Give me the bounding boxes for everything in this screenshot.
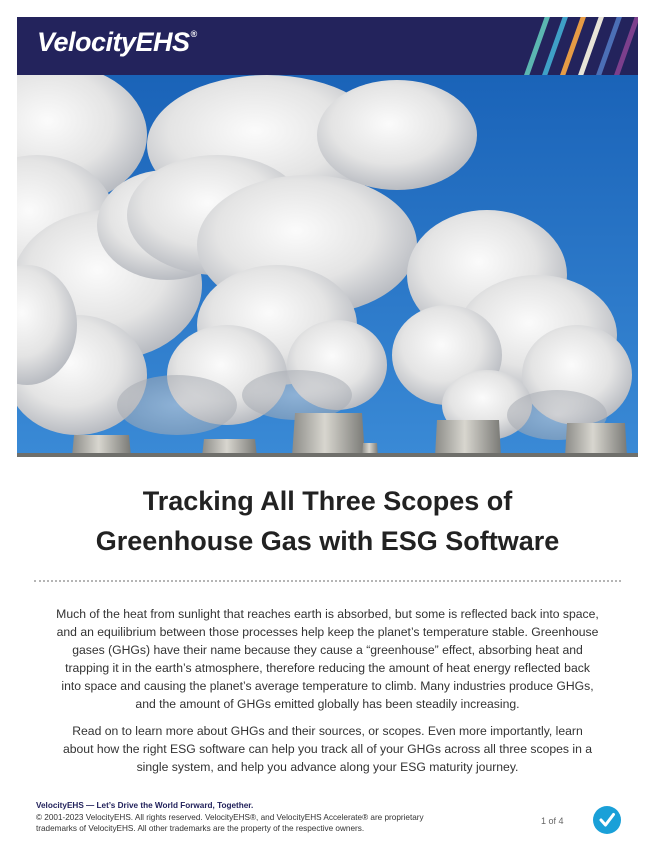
legal-text-line-2: trademarks of VelocityEHS. All other trademarks are the property of the respective owners. [36, 824, 365, 833]
page-footer [36, 800, 456, 835]
hero-image [17, 75, 638, 457]
decorative-stripes-icon [498, 17, 638, 75]
legal-text-line-1: © 2001-2023 VelocityEHS. All rights reserved. VelocityEHS®, and VelocityEHS Accelerate® are proprietary [36, 812, 424, 822]
checkmark-icon [593, 806, 621, 834]
velocityehs-logo [37, 27, 197, 58]
logo-text: VelocityEHS [37, 27, 190, 57]
dotted-divider [34, 580, 621, 582]
page-number: 1 of 4 [541, 816, 564, 826]
page-header [17, 17, 638, 75]
registered-mark: ® [190, 29, 197, 39]
page-title [17, 481, 638, 561]
cooling-towers-illustration [17, 75, 638, 457]
intro-text [56, 605, 599, 785]
paragraph: Much of the heat from sunlight that reaches earth is absorbed, but some is reflected back into space, and an equilibrium between those processes help keep the planet’s temperature stable. Greenhouse gases (GHGs) have their name because they cause a “greenhouse” effect, absorbing heat and trapping it in the earth’s atmosphere, therefore reducing the amount of heat energy reflected back into space and causing the planet’s average temperature to climb. Many industries produce GHGs, and the amount of GHGs emitted globally has been steadily increasing. [56, 607, 599, 711]
title-line-2: Greenhouse Gas with ESG Software [95, 526, 560, 556]
title-line-1: Tracking All Three Scopes of [142, 486, 513, 516]
footer-tagline: VelocityEHS — Let’s Drive the World Forward, Together. [36, 801, 254, 810]
velocityehs-badge [593, 806, 621, 834]
paragraph: Read on to learn more about GHGs and their sources, or scopes. Even more importantly, learn about how the right ESG software can help you track all of your GHGs across all three scopes in a single system, and help you advance along your ESG maturity journey. [62, 724, 593, 774]
